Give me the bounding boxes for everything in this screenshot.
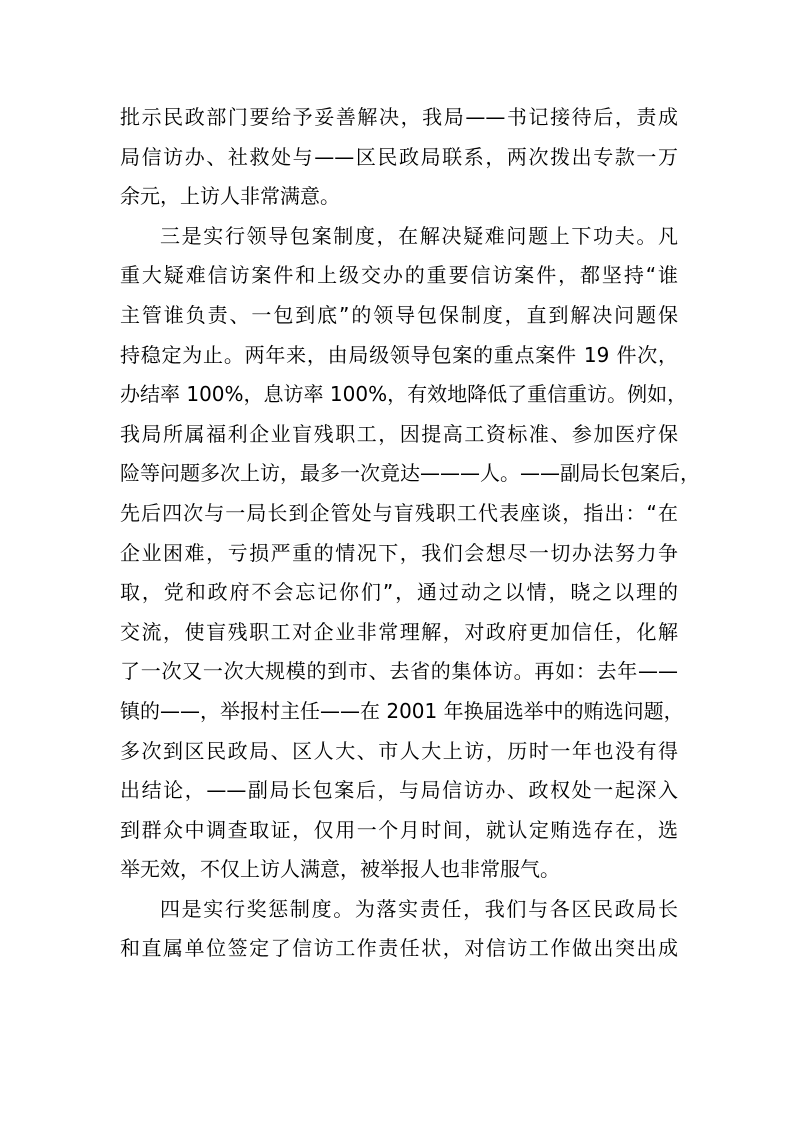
text-line: 余元，上访人非常满意。 xyxy=(120,184,340,209)
text-line: 多次到区民政局、区人大、市人大上访，历时一年也没有得 xyxy=(120,738,678,763)
text-line: 我局所属福利企业盲残职工，因提高工资标准、参加医疗保 xyxy=(120,421,678,446)
text-line: 三是实行领导包案制度，在解决疑难问题上下功夫。凡 xyxy=(160,223,678,248)
text-line: 到群众中调查取证，仅用一个月时间，就认定贿选存在，选 xyxy=(120,817,678,842)
text-line: 镇的——，举报村主任——在 2001 年换届选举中的贿选问题， xyxy=(120,698,684,723)
text-line: 批示民政部门要给予妥善解决，我局——书记接待后，责成 xyxy=(120,105,678,129)
document-body xyxy=(120,98,700,969)
text-line: 企业困难，亏损严重的情况下，我们会想尽一切办法努力争 xyxy=(120,540,678,565)
text-line: 和直属单位签定了信访工作责任状，对信访工作做出突出成 xyxy=(120,936,678,961)
text-line: 重大疑难信访案件和上级交办的重要信访案件，都坚持“谁 xyxy=(120,263,678,288)
text-line: 了一次又一次大规模的到市、去省的集体访。再如：去年—— xyxy=(120,659,678,684)
text-line: 交流，使盲残职工对企业非常理解，对政府更加信任，化解 xyxy=(120,619,678,644)
text-line: 先后四次与一局长到企管处与盲残职工代表座谈，指出：“在 xyxy=(120,500,678,525)
text-line: 四是实行奖惩制度。为落实责任，我们与各区民政局长 xyxy=(160,896,678,921)
text-line: 主管谁负责、一包到底”的领导包保制度，直到解决问题保 xyxy=(120,302,678,327)
text-line: 出结论，——副局长包案后，与局信访办、政权处一起深入 xyxy=(120,778,678,803)
text-line: 险等问题多次上访，最多一次竟达———人。——副局长包案后， xyxy=(120,461,700,486)
text-line: 举无效，不仅上访人满意，被举报人也非常服气。 xyxy=(120,857,560,882)
text-line: 局信访办、社救处与——区民政局联系，两次拨出专款一万 xyxy=(120,144,678,169)
text-line: 取，党和政府不会忘记你们”，通过动之以情，晓之以理的 xyxy=(120,580,678,605)
text-line: 持稳定为止。两年来，由局级领导包案的重点案件 19 件次， xyxy=(120,342,678,367)
text-line: 办结率 100%，息访率 100%，有效地降低了重信重访。例如， xyxy=(120,382,688,407)
